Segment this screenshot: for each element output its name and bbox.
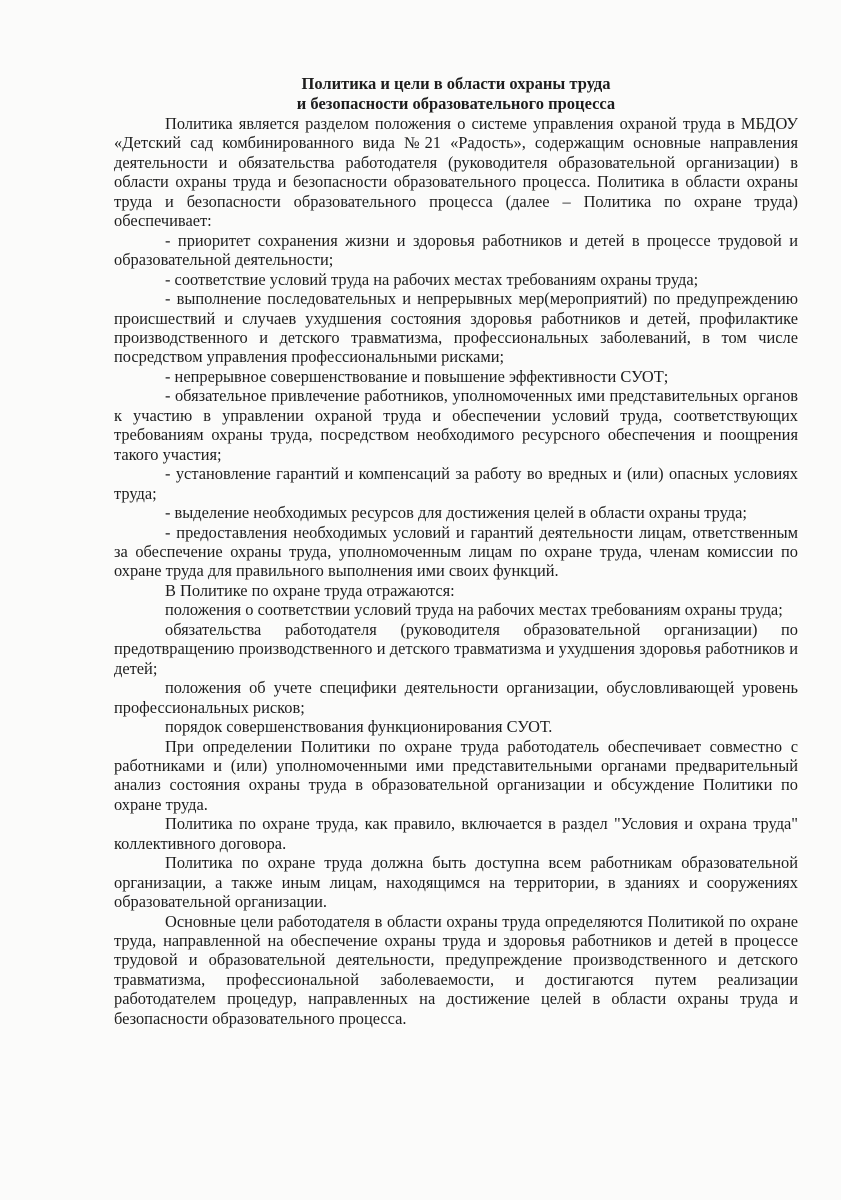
policy-item: - обязательное привлечение работников, уполномоченных ими представительных органов к участию в управлении охраной труда и обеспечении условий труда, соответствующих требованиям охраны труда, посредством необходимого ресурсного обеспечения и поощрения такого участия; xyxy=(114,386,798,464)
policy-item: - приоритет сохранения жизни и здоровья работников и детей в процессе трудовой и образовательной деятельности; xyxy=(114,230,798,270)
document-body xyxy=(114,114,798,1028)
policy-item: - выполнение последовательных и непрерывных мер(мероприятий) по предупреждению происшествий и случаев ухудшения состояния здоровья работников и детей, профилактике производственного и детского травматизма, профессиональных заболеваний, в том числе посредством управления профессиональными рисками; xyxy=(114,289,798,367)
policy-item: - предоставления необходимых условий и гарантий деятельности лицам, ответственным за обеспечение охраны труда, уполномоченным лицам по охране труда, членам комиссии по охране труда для правильного выполнения ими своих функций. xyxy=(114,522,798,581)
body-paragraph: Основные цели работодателя в области охраны труда определяются Политикой по охране труда, направленной на обеспечение охраны труда и здоровья работников и детей в процессе трудовой и образовательной деятельности, предупреждение производственного и детского травматизма, профессиональной заболеваемости, и достигаются путем реализации работодателем процедур, направленных на достижение целей в области охраны труда и безопасности образовательного процесса. xyxy=(114,911,798,1028)
reflects-item: обязательства работодателя (руководителя образовательной организации) по предотвращению производственного и детского травматизма и ухудшения здоровья работников и детей; xyxy=(114,619,798,678)
policy-item: - установление гарантий и компенсаций за работу во вредных и (или) опасных условиях труда; xyxy=(114,464,798,503)
title-line: и безопасности образовательного процесса xyxy=(296,94,616,113)
body-paragraph: Политика по охране труда должна быть доступна всем работникам образовательной организации, а также иным лицам, находящимся на территории, в зданиях и сооружениях образовательной организации. xyxy=(114,853,798,912)
title-line: Политика и цели в области охраны труда xyxy=(301,74,611,93)
body-paragraph: При определении Политики по охране труда работодатель обеспечивает совместно с работниками и (или) уполномоченными ими представительными органами предварительный анализ состояния охраны труда в образовательной организации и обсуждение Политики по охране труда. xyxy=(114,736,798,814)
reflects-heading: В Политике по охране труда отражаются: xyxy=(165,580,455,600)
reflects-item: порядок совершенствования функционирования СУОТ. xyxy=(165,717,553,737)
policy-item: - непрерывное совершенствование и повышение эффективности СУОТ; xyxy=(165,366,669,386)
intro-paragraph: Политика является разделом положения о системе управления охраной труда в МБДОУ «Детский сад комбинированного вида №21 «Радость», содержащим основные направления деятельности и обязательства работодателя (руководителя образовательной организации) в области охраны труда и безопасности образовательного процесса. Политика в области охраны труда и безопасности образовательного процесса (далее – Политика по охране труда) обеспечивает: xyxy=(114,114,798,231)
reflects-item: положения об учете специфики деятельности организации, обусловливающей уровень профессиональных рисков; xyxy=(114,678,798,717)
policy-item: - выделение необходимых ресурсов для достижения целей в области охраны труда; xyxy=(165,503,747,523)
reflects-item: положения о соответствии условий труда на рабочих местах требованиям охраны труда; xyxy=(165,600,783,620)
document-title xyxy=(114,74,798,114)
body-paragraph: Политика по охране труда, как правило, включается в раздел "Условия и охрана труда" коллективного договора. xyxy=(114,814,798,853)
policy-item: - соответствие условий труда на рабочих местах требованиям охраны труда; xyxy=(165,269,699,289)
document-page xyxy=(114,74,798,1028)
